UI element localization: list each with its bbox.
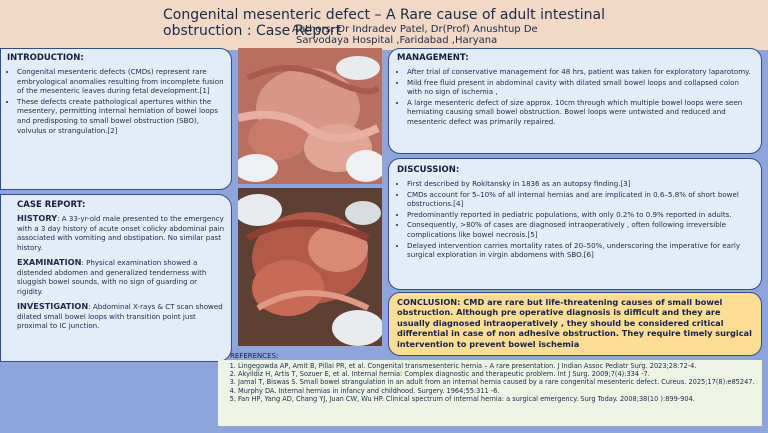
list-item: • After trial of conservative management for 48 hrs, patient was taken for exploratory laparotomy. (407, 67, 753, 77)
title-line-2: obstruction : Case Report (163, 23, 342, 39)
reference-item: 3. Jamal T, Biswas S. Small bowel strangulation in an adult from an internal hernia caused by a rare congenital mesenteric defect. Cureus. 2025;17(8):e85247. (238, 378, 756, 386)
surgical-photo-bottom-image (238, 188, 382, 346)
reference-item: 1. Lingegowda AP, Amit B, Pillai PR, et al. Congenital transmesenteric hernia – A rare presentation. J Indian Assoc Pediatr Surg. 2023;28:72-4. (238, 362, 756, 370)
history-label: HISTORY (17, 213, 58, 223)
case-report-panel (0, 194, 232, 362)
examination-paragraph (17, 258, 225, 296)
surgical-photo-bottom (238, 188, 382, 346)
authors-block (292, 24, 538, 46)
management-heading: MANAGEMENT: (397, 53, 469, 63)
list-item: • First described by Rokitansky in 1836 as an autopsy finding.[3] (407, 179, 753, 189)
investigation-label: INVESTIGATION (17, 301, 89, 311)
reference-item: 2. Akyildiz H, Artis T, Sozuer E, et al. Internal hernia: Complex diagnostic and therapeutic problem. Int J Surg. 2009;7(4):334 -7. (238, 370, 756, 378)
investigation-paragraph (17, 302, 225, 331)
list-item: • Mild free fluid present in abdominal cavity with dilated small bowel loops and collapsed colon with no sign of ischemia , (407, 78, 753, 97)
discussion-panel (388, 158, 762, 290)
reference-item: 5. Fan HP, Yang AD, Chang YJ, Juan CW, Wu HP. Clinical spectrum of internal hernia: a surgical emergency. Surg Today. 2008;38(10 ):899-904. (238, 395, 756, 403)
institution: Sarvodaya Hospital ,Faridabad ,Haryana (296, 35, 498, 46)
list-item: • A large mesenteric defect of size approx. 10cm through which multiple bowel loops were seen herniating causing small bowel obstruction. Bowel loops were untwisted and reduced and mesenteric defect was primarily repaired. (407, 98, 753, 127)
list-item: • These defects create pathological apertures within the mesentery, permitting internal herniation of bowel loops and predisposing to small bowel obstruction (SBO), volvulus or strangulation.[2] (17, 97, 225, 135)
discussion-list (397, 179, 753, 260)
list-item: • Consequently, >80% of cases are diagnosed intraoperatively , often following irreversible complications like bowel necrosis.[5] (407, 220, 753, 239)
references-panel (218, 360, 762, 426)
management-list (397, 67, 753, 127)
references-heading: REFERENCES: (230, 352, 279, 360)
investigation-text: : Abdominal X-rays & CT scan showed dilated small bowel loops with transition point just proximal to IC junction. (17, 302, 223, 330)
title-line-1: Congenital mesenteric defect – A Rare cause of adult intestinal (163, 7, 605, 23)
discussion-heading: DISCUSSION: (397, 165, 460, 175)
introduction-heading: INTRODUCTION: (7, 53, 84, 63)
list-item: • Delayed intervention carries mortality rates of 20–50%, underscoring the imperative for early surgical exploration in virgin abdomens with SBO.[6] (407, 241, 753, 260)
list-item: • CMDs account for 5–10% of all internal hernias and are implicated in 0.6–5.8% of short bowel obstructions.[4] (407, 190, 753, 209)
surgical-photo-top-image (238, 48, 382, 184)
case-report-heading: CASE REPORT: (17, 200, 86, 210)
history-text: : A 33-yr-old male presented to the emergency with a 3 day history of acute onset colicky abdominal pain associated with vomiting and obstipation. No similar past history. (17, 214, 225, 252)
introduction-list (7, 67, 225, 135)
surgical-photo-top (238, 48, 382, 184)
list-item: • Predominantly reported in pediatric populations, with only 0.2% to 0.9% reported in adults. (407, 210, 753, 220)
management-panel (388, 48, 762, 154)
history-paragraph (17, 214, 225, 252)
conclusion-text: CONCLUSION: CMD are rare but life-threatening causes of small bowel obstruction. Although pre operative diagnosis is difficult and they are usually diagnosed intraoperatively , they should be considered critical differential in case of non adhesive obstruction. They require timely surgical intervention to prevent bowel ischemia (397, 297, 752, 349)
references-list (224, 362, 756, 403)
conclusion-panel (388, 292, 762, 356)
authors: Authors: Dr Indradev Patel, Dr(Prof) Anushtup De (292, 24, 538, 35)
reference-item: 4. Murphy DA. Internal hernias in infancy and childhood. Surgery. 1964;55:311 -6. (238, 387, 756, 395)
introduction-panel (0, 48, 232, 190)
list-item: • Congenital mesenteric defects (CMDs) represent rare embryological anomalies resulting from incomplete fusion of the mesenteric leaves during fetal development.[1] (17, 67, 225, 96)
examination-text: : Physical examination showed a distended abdomen and generalized tenderness with sluggish bowel sounds, with no sign of guarding or rigidity. (17, 258, 207, 296)
poster-header (0, 0, 768, 50)
examination-label: EXAMINATION (17, 257, 82, 267)
